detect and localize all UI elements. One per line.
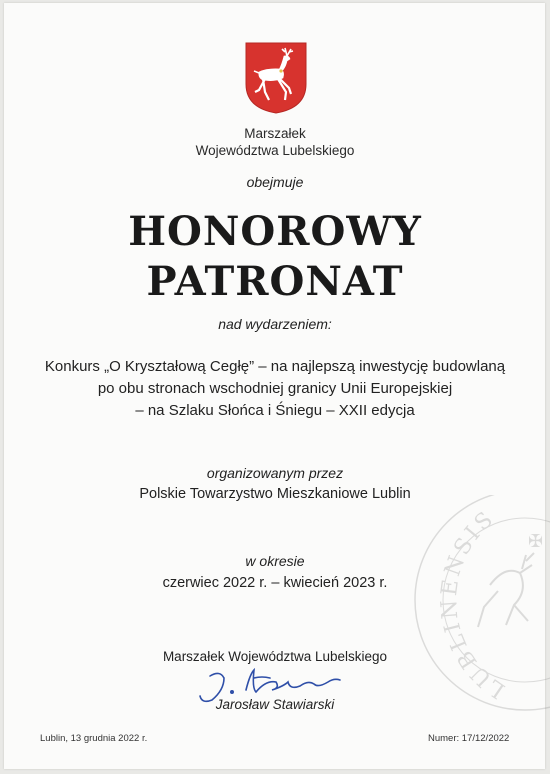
intro-text: obejmuje (246, 174, 304, 190)
footer-place-date: Lublin, 13 grudnia 2022 r. (40, 733, 148, 744)
period-text: czerwiec 2022 r. – kwiecień 2023 r. (162, 575, 388, 591)
title-line-2: PATRONAT (146, 258, 404, 305)
event-line-2: po obu stronach wschodniej granicy Unii Europejskiej (97, 380, 453, 397)
footer-number: Numer: 17/12/2022 (428, 733, 510, 744)
event-intro: nad wydarzeniem: (218, 316, 332, 332)
svg-text:LUBLINENSIS: LUBLINENSIS (436, 505, 510, 703)
coat-of-arms-icon (245, 42, 307, 114)
event-line-3: – na Szlaku Słońca i Śniegu – XXII edycja (135, 402, 415, 419)
embossed-seal-icon (410, 495, 550, 725)
title-line-1: HONOROWY (128, 208, 422, 255)
issuer-line-1: Marszałek (244, 126, 306, 141)
signatory-name: Jarosław Stawiarski (215, 697, 335, 712)
event-line-1: Konkurs „O Kryształową Cegłę” – na najlepszą inwestycję budowlaną (44, 358, 506, 375)
issuer-line-2: Województwa Lubelskiego (195, 143, 355, 158)
signatory-title: Marszałek Województwa Lubelskiego (162, 649, 388, 664)
organizer-name: Polskie Towarzystwo Mieszkaniowe Lublin (139, 486, 411, 502)
svg-text:✠: ✠ (528, 531, 544, 552)
organizer-intro: organizowanym przez (206, 465, 344, 481)
period-intro: w okresie (245, 553, 305, 569)
